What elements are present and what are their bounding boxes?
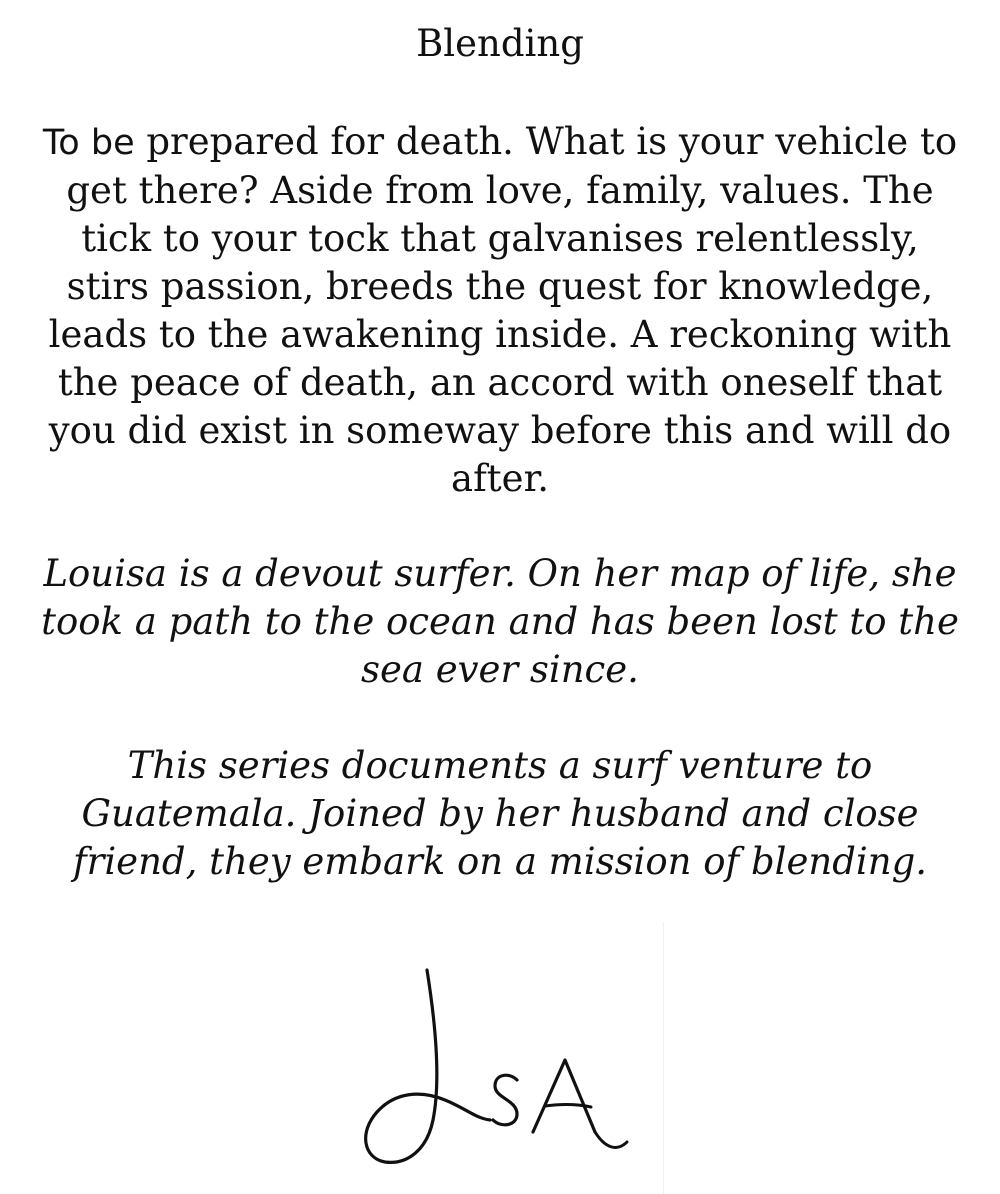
intro-lead: To be — [42, 123, 135, 163]
lsa-monogram-icon — [355, 960, 645, 1175]
bio-paragraph: Louisa is a devout surfer. On her map of life, she took a path to the ocean and has been lost to the sea ever since. — [41, 552, 959, 691]
intro-paragraph — [40, 118, 960, 503]
page-title: Blending — [416, 22, 584, 65]
series-description: This series documents a surf venture to Guatemala. Joined by her husband and close friend, they embark on a mission of blending. — [72, 744, 928, 883]
divider — [663, 922, 664, 1194]
signature-logo — [355, 960, 645, 1175]
intro-body: prepared for death. What is your vehicle to get there? Aside from love, family, values. The tick to your tock that galvanises relentlessly, stirs passion, breeds the quest for knowledge, leads to the awakening inside. A reckoning with the peace of death, an accord with oneself that you did exist in someway before this and will do after. — [48, 120, 958, 500]
